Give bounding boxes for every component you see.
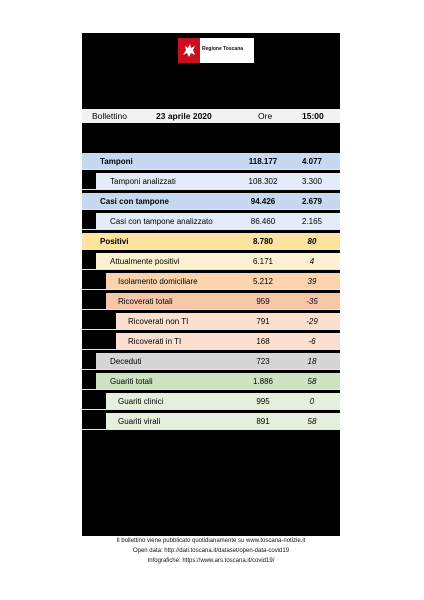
bulletin-sheet (82, 33, 340, 569)
bulletin-time: 15:00 (302, 111, 324, 121)
row-total: 118.177 (248, 157, 278, 166)
row-ricoverati-in-ti (82, 333, 340, 350)
row-total: 8.780 (252, 237, 274, 246)
row-label: Tamponi analizzati (110, 177, 176, 186)
row-label: Casi con tampone (100, 197, 169, 206)
row-label: Guariti clinici (118, 397, 164, 406)
row-label: Guariti virali (118, 417, 161, 426)
row-ricoverati-totali (82, 293, 340, 310)
row-delta: 2.165 (301, 217, 323, 226)
row-label: Isolamento domiciliare (118, 277, 198, 286)
row-total: 995 (256, 397, 270, 406)
row-delta: 4 (309, 257, 315, 266)
row-delta: 0 (309, 397, 315, 406)
row-delta: -6 (308, 337, 316, 346)
row-delta: -35 (306, 297, 318, 306)
row-casi-con-tampone (82, 193, 340, 210)
footer-publication-note: Il bollettino viene pubblicato quotidianamente su www.toscana-notizie.it (116, 538, 306, 544)
row-guariti-totali (82, 373, 340, 390)
row-delta: 58 (307, 417, 317, 426)
row-guariti-virali (82, 413, 340, 430)
row-delta: 58 (307, 377, 317, 386)
bulletin-label: Bollettino (92, 111, 127, 121)
pegasus-icon (178, 38, 200, 63)
row-total: 723 (256, 357, 270, 366)
row-attualmente-positivi (82, 253, 340, 270)
time-label: Ore (258, 111, 273, 121)
row-delta: 18 (307, 357, 317, 366)
row-total: 5.212 (252, 277, 274, 286)
footer-open-data-link[interactable]: Open data: http://dati.toscana.it/dataset/open-data-covid19 (132, 548, 290, 554)
row-total: 168 (256, 337, 270, 346)
row-delta: 4.077 (301, 157, 323, 166)
row-delta: 3.300 (301, 177, 323, 186)
row-ricoverati-non-ti (82, 313, 340, 330)
row-delta: 80 (307, 237, 317, 246)
row-label: Guariti totali (110, 377, 153, 386)
footer-infographics-link[interactable]: Infografiche: https://www.ars.toscana.it/covid19/ (147, 558, 275, 564)
row-label: Deceduti (110, 357, 142, 366)
row-label: Ricoverati in TI (128, 337, 182, 346)
row-total: 1.886 (252, 377, 274, 386)
row-label: Tamponi (100, 157, 133, 166)
row-positivi (82, 233, 340, 250)
row-total: 86.460 (250, 217, 276, 226)
row-delta: 2.679 (301, 197, 323, 206)
regione-toscana-logo (178, 38, 254, 63)
row-label: Ricoverati totali (118, 297, 173, 306)
row-total: 891 (256, 417, 270, 426)
row-casi-tampone-analizzato (82, 213, 340, 230)
row-label: Casi con tampone analizzato (110, 217, 213, 226)
row-guariti-clinici (82, 393, 340, 410)
row-label: Ricoverati non TI (128, 317, 189, 326)
header (82, 33, 340, 109)
row-label: Attualmente positivi (110, 257, 180, 266)
row-delta: 39 (307, 277, 317, 286)
logo-text: Regione Toscana (202, 46, 244, 52)
bulletin-info-bar (82, 109, 340, 123)
row-total: 94.426 (250, 197, 276, 206)
row-total: 959 (256, 297, 270, 306)
row-deceduti (82, 353, 340, 370)
row-tamponi (82, 153, 340, 170)
row-total: 791 (256, 317, 270, 326)
row-total: 108.302 (248, 177, 278, 186)
row-tamponi-analizzati (82, 173, 340, 190)
row-delta: -29 (306, 317, 318, 326)
row-isolamento-domiciliare (82, 273, 340, 290)
row-total: 6.171 (252, 257, 274, 266)
row-label: Positivi (100, 237, 129, 246)
footer (82, 536, 340, 569)
bulletin-date: 23 aprile 2020 (156, 111, 212, 121)
